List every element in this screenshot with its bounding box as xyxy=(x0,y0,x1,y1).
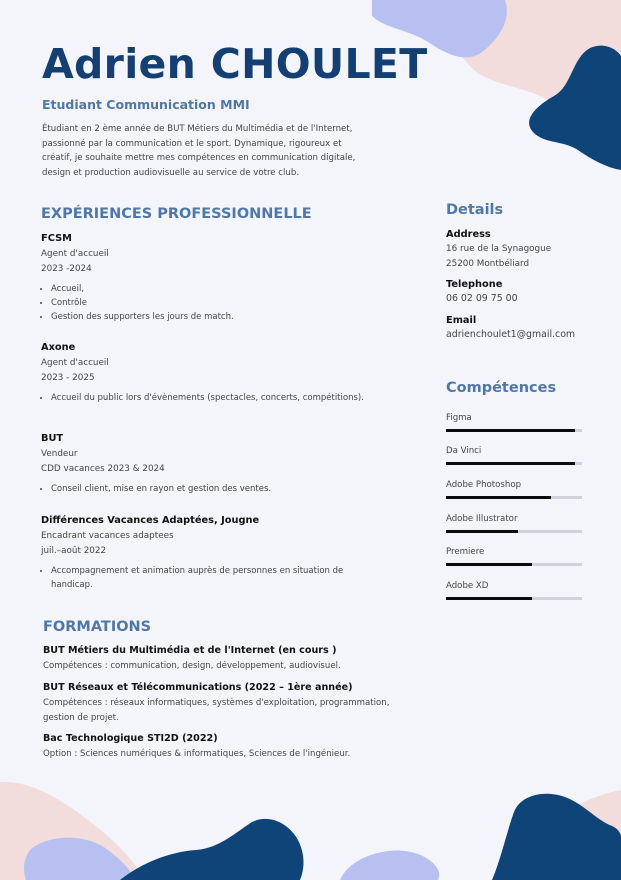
job-date: CDD vacances 2023 & 2024 xyxy=(41,464,165,474)
skill-bar-track xyxy=(446,597,582,600)
address-label: Address xyxy=(446,229,491,240)
job-company: Différences Vacances Adaptées, Jougne xyxy=(41,515,260,526)
experience-section-title: EXPÉRIENCES PROFESSIONNELLE xyxy=(41,206,312,222)
skill-bar-track xyxy=(446,429,582,432)
skill-name: Adobe Photoshop xyxy=(446,480,522,490)
email-label: Email xyxy=(446,315,477,326)
job-company: Axone xyxy=(41,342,76,353)
education-title: BUT Métiers du Multimédia et de l'Internet (en cours ) xyxy=(43,645,337,656)
skill-bar-fill xyxy=(446,462,575,465)
job-bullet: • Accueil du public lors d'évènements (spectacles, concerts, compétitions). xyxy=(51,391,371,405)
details-address xyxy=(446,229,551,271)
details-section-title: Details xyxy=(446,202,504,218)
skill-bar-fill xyxy=(446,429,575,432)
job-company: BUT xyxy=(41,433,64,444)
education-entry xyxy=(43,645,393,674)
job-bullets xyxy=(41,482,371,496)
job-entry xyxy=(41,233,371,324)
job-date: juil.–août 2022 xyxy=(41,546,107,556)
skill-bar-fill xyxy=(446,563,532,566)
address-line-2: 25200 Montbéliard xyxy=(446,258,530,269)
phone-label: Telephone xyxy=(446,279,503,290)
skill-item xyxy=(446,446,582,465)
blob-periwinkle-bottom-left xyxy=(24,838,134,880)
job-entry xyxy=(41,515,371,592)
job-bullet: • Gestion des supporters les jours de match. xyxy=(51,310,371,324)
job-bullets xyxy=(41,391,371,405)
job-bullet: • Accueil, xyxy=(51,282,371,296)
phone-number[interactable]: 06 02 09 75 00 xyxy=(446,293,518,304)
job-date: 2023 - 2025 xyxy=(41,373,95,383)
education-title: BUT Réseaux et Télécommunications (2022 – 1ère année) xyxy=(43,682,353,693)
job-role: Agent d'accueil xyxy=(41,249,109,259)
education-description: Compétences : réseaux informatiques, systèmes d'exploitation, programmation, gestion de projet. xyxy=(43,698,390,723)
skill-bar-track xyxy=(446,530,582,533)
job-bullet: • Accompagnement et animation auprès de personnes en situation de handicap. xyxy=(51,564,371,592)
skill-name: Adobe Illustrator xyxy=(446,514,518,524)
skill-name: Premiere xyxy=(446,547,485,557)
skill-bar-fill xyxy=(446,530,518,533)
job-entry xyxy=(41,433,371,496)
blob-navy-bottom-left xyxy=(120,819,304,880)
job-entry xyxy=(41,342,371,405)
skill-bar-fill xyxy=(446,597,532,600)
education-description: Option : Sciences numériques & informatiques, Sciences de l'ingénieur. xyxy=(43,749,351,759)
job-bullets xyxy=(41,564,371,592)
skill-bar-track xyxy=(446,496,582,499)
intro-paragraph: Étudiant en 2 ème année de BUT Métiers du Multimédia et de l'Internet, passionné par la communication et le sport. Dynamique, rigoureux et créatif, je souhaite mettre mes compétences en communication digitale, design et production audiovisuelle au service de votre club. xyxy=(42,124,356,178)
job-role: Agent d'accueil xyxy=(41,358,109,368)
skill-name: Da Vinci xyxy=(446,446,482,456)
skill-item xyxy=(446,581,582,600)
education-title: Bac Technologique STI2D (2022) xyxy=(43,733,218,744)
address-line-1: 16 rue de la Synagogue xyxy=(446,244,552,254)
job-role: Vendeur xyxy=(41,449,78,459)
skill-item xyxy=(446,514,582,533)
skill-item xyxy=(446,547,582,566)
skill-bar-track xyxy=(446,563,582,566)
candidate-subtitle: Etudiant Communication MMI xyxy=(42,97,250,112)
education-description: Compétences : communication, design, développement, audiovisuel. xyxy=(43,661,341,671)
details-email xyxy=(446,315,575,343)
candidate-name: Adrien CHOULET xyxy=(42,40,428,88)
skill-name: Figma xyxy=(446,413,472,423)
skill-item xyxy=(446,413,582,432)
blob-periwinkle-bottom-mid xyxy=(340,851,439,880)
education-entry xyxy=(43,733,393,762)
skill-bar-track xyxy=(446,462,582,465)
job-bullet: • Conseil client, mise en rayon et gestion des ventes. xyxy=(51,482,371,496)
education-entry xyxy=(43,682,393,725)
skills-section-title: Compétences xyxy=(446,380,557,396)
job-date: 2023 -2024 xyxy=(41,264,92,274)
job-role: Encadrant vacances adaptees xyxy=(41,531,174,541)
email-address[interactable]: adrienchoulet1@gmail.com xyxy=(446,329,576,340)
education-section-title: FORMATIONS xyxy=(43,619,152,635)
details-phone xyxy=(446,279,518,307)
job-company: FCSM xyxy=(41,233,72,244)
skill-name: Adobe XD xyxy=(446,581,489,591)
job-bullet: • Contrôle xyxy=(51,296,371,310)
skill-item xyxy=(446,480,582,499)
skill-bar-fill xyxy=(446,496,551,499)
job-bullets xyxy=(41,282,371,324)
